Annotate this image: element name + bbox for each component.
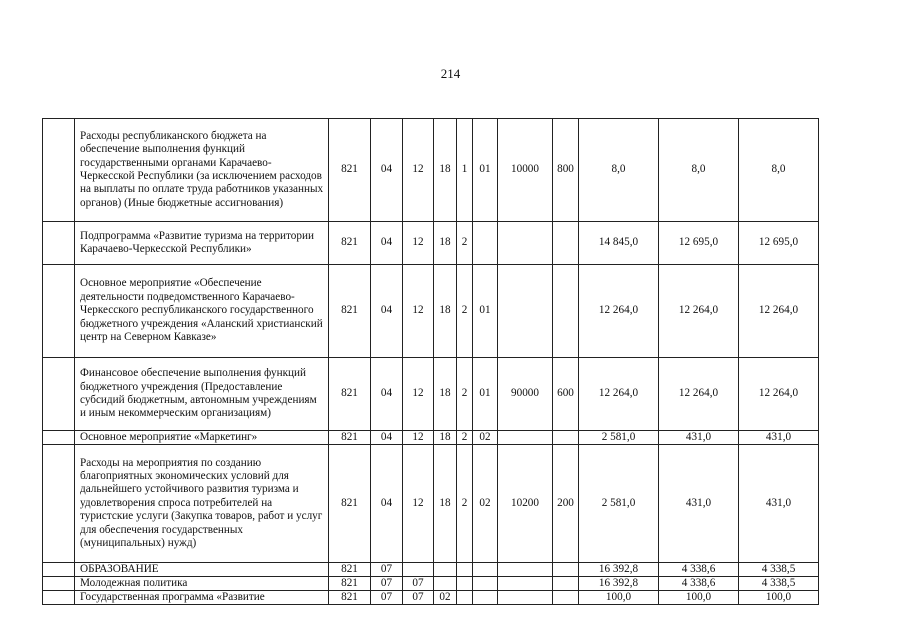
code-cell: 821: [329, 358, 371, 431]
row-name: Молодежная политика: [75, 577, 329, 591]
expense-type-cell: [553, 577, 579, 591]
amount-year3: 431,0: [739, 431, 819, 445]
table-row: [43, 222, 819, 265]
amount-year3: 12 264,0: [739, 265, 819, 358]
amount-year3: 12 264,0: [739, 358, 819, 431]
amount-year2: 12 264,0: [659, 358, 739, 431]
table-row: [43, 358, 819, 431]
subprogram-cell: 2: [457, 358, 473, 431]
row-name: Основное мероприятие «Маркетинг»: [75, 431, 329, 445]
program-cell: 18: [434, 119, 457, 222]
blank-cell: [43, 563, 75, 577]
event-cell: [473, 563, 498, 577]
program-cell: 18: [434, 445, 457, 563]
row-name: Государственная программа «Развитие: [75, 591, 329, 605]
blank-cell: [43, 577, 75, 591]
event-cell: [473, 591, 498, 605]
subprogram-cell: 2: [457, 265, 473, 358]
section-cell: 04: [371, 265, 403, 358]
row-name: Расходы республиканского бюджета на обеспечение выполнения функций государственными органами Карачаево-Черкесской Республики (за исключением расходов на выплаты по оплате труда работников указанных органов) (Иные бюджетные ассигнования): [75, 119, 329, 222]
subsection-cell: 12: [403, 222, 434, 265]
code-cell: 821: [329, 563, 371, 577]
direction-cell: [498, 222, 553, 265]
code-cell: 821: [329, 445, 371, 563]
section-cell: 04: [371, 431, 403, 445]
subsection-cell: [403, 563, 434, 577]
amount-year1: 2 581,0: [579, 431, 659, 445]
blank-cell: [43, 222, 75, 265]
amount-year1: 16 392,8: [579, 577, 659, 591]
direction-cell: [498, 577, 553, 591]
section-cell: 07: [371, 563, 403, 577]
event-cell: 01: [473, 358, 498, 431]
event-cell: [473, 222, 498, 265]
amount-year2: 4 338,6: [659, 577, 739, 591]
amount-year3: 100,0: [739, 591, 819, 605]
subprogram-cell: [457, 591, 473, 605]
section-cell: 04: [371, 119, 403, 222]
section-cell: 07: [371, 577, 403, 591]
expense-type-cell: [553, 591, 579, 605]
code-cell: 821: [329, 577, 371, 591]
direction-cell: 90000: [498, 358, 553, 431]
subsection-cell: 12: [403, 445, 434, 563]
page-number: 214: [440, 66, 461, 81]
program-cell: 18: [434, 222, 457, 265]
blank-cell: [43, 445, 75, 563]
section-cell: 04: [371, 445, 403, 563]
subsection-cell: 12: [403, 431, 434, 445]
direction-cell: [498, 563, 553, 577]
program-cell: 18: [434, 358, 457, 431]
table-row: [43, 563, 819, 577]
expense-type-cell: [553, 563, 579, 577]
row-name: Расходы на мероприятия по созданию благоприятных экономических условий для дальнейшего устойчивого развития туризма и удовлетворения спроса потребителей на туристские услуги (Закупка товаров, работ и услуг для обеспечения государственных (муниципальных) нужд): [75, 445, 329, 563]
program-cell: 18: [434, 431, 457, 445]
event-cell: 01: [473, 265, 498, 358]
expense-type-cell: 800: [553, 119, 579, 222]
program-cell: [434, 563, 457, 577]
amount-year1: 12 264,0: [579, 265, 659, 358]
amount-year2: 431,0: [659, 445, 739, 563]
program-cell: [434, 577, 457, 591]
row-name: Финансовое обеспечение выполнения функций бюджетного учреждения (Предоставление субсидий бюджетным, автономным учреждениям и иным некоммерческим организациям): [75, 358, 329, 431]
section-cell: 07: [371, 591, 403, 605]
expense-type-cell: [553, 265, 579, 358]
subprogram-cell: 2: [457, 445, 473, 563]
subprogram-cell: 2: [457, 431, 473, 445]
subsection-cell: 07: [403, 577, 434, 591]
code-cell: 821: [329, 591, 371, 605]
row-name: ОБРАЗОВАНИЕ: [75, 563, 329, 577]
code-cell: 821: [329, 431, 371, 445]
subsection-cell: 07: [403, 591, 434, 605]
amount-year2: 4 338,6: [659, 563, 739, 577]
subprogram-cell: 1: [457, 119, 473, 222]
amount-year3: 8,0: [739, 119, 819, 222]
subprogram-cell: [457, 577, 473, 591]
program-cell: 18: [434, 265, 457, 358]
code-cell: 821: [329, 119, 371, 222]
blank-cell: [43, 119, 75, 222]
amount-year2: 8,0: [659, 119, 739, 222]
amount-year1: 2 581,0: [579, 445, 659, 563]
amount-year2: 431,0: [659, 431, 739, 445]
subprogram-cell: 2: [457, 222, 473, 265]
program-cell: 02: [434, 591, 457, 605]
event-cell: 02: [473, 445, 498, 563]
blank-cell: [43, 265, 75, 358]
amount-year2: 12 695,0: [659, 222, 739, 265]
expense-type-cell: [553, 431, 579, 445]
event-cell: [473, 577, 498, 591]
amount-year3: 4 338,5: [739, 577, 819, 591]
event-cell: 01: [473, 119, 498, 222]
expense-type-cell: 600: [553, 358, 579, 431]
row-name: Подпрограмма «Развитие туризма на территории Карачаево-Черкесской Республики»: [75, 222, 329, 265]
amount-year1: 12 264,0: [579, 358, 659, 431]
blank-cell: [43, 431, 75, 445]
amount-year2: 12 264,0: [659, 265, 739, 358]
amount-year2: 100,0: [659, 591, 739, 605]
subsection-cell: 12: [403, 358, 434, 431]
table-row: [43, 119, 819, 222]
expense-type-cell: 200: [553, 445, 579, 563]
amount-year3: 431,0: [739, 445, 819, 563]
table-row: [43, 577, 819, 591]
table-row: [43, 445, 819, 563]
amount-year1: 16 392,8: [579, 563, 659, 577]
amount-year3: 4 338,5: [739, 563, 819, 577]
subsection-cell: 12: [403, 119, 434, 222]
budget-table: [42, 118, 819, 605]
direction-cell: 10000: [498, 119, 553, 222]
table-row: [43, 265, 819, 358]
subsection-cell: 12: [403, 265, 434, 358]
amount-year1: 100,0: [579, 591, 659, 605]
direction-cell: 10200: [498, 445, 553, 563]
subprogram-cell: [457, 563, 473, 577]
direction-cell: [498, 591, 553, 605]
code-cell: 821: [329, 222, 371, 265]
expense-type-cell: [553, 222, 579, 265]
section-cell: 04: [371, 358, 403, 431]
row-name: Основное мероприятие «Обеспечение деятельности подведомственного Карачаево-Черкесского республиканского государственного бюджетного учреждения «Аланский христианский центр на Северном Кавказе»: [75, 265, 329, 358]
blank-cell: [43, 591, 75, 605]
blank-cell: [43, 358, 75, 431]
direction-cell: [498, 431, 553, 445]
amount-year1: 8,0: [579, 119, 659, 222]
event-cell: 02: [473, 431, 498, 445]
amount-year3: 12 695,0: [739, 222, 819, 265]
amount-year1: 14 845,0: [579, 222, 659, 265]
direction-cell: [498, 265, 553, 358]
section-cell: 04: [371, 222, 403, 265]
code-cell: 821: [329, 265, 371, 358]
table-row: [43, 431, 819, 445]
table-row: [43, 591, 819, 605]
